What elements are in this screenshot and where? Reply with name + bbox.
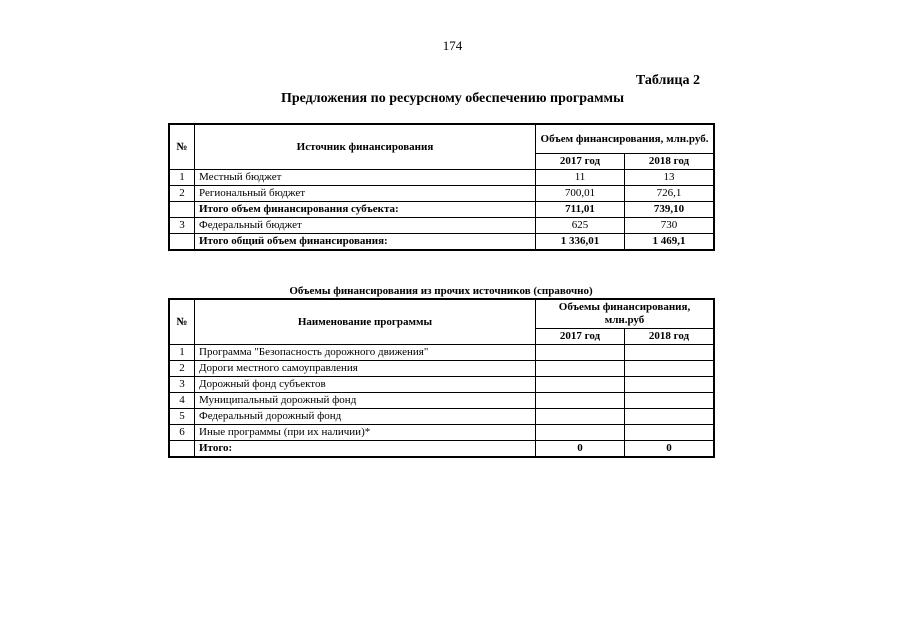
row-value-2017 — [536, 409, 625, 425]
row-value-2017 — [536, 377, 625, 393]
other-sources-title: Объемы финансирования из прочих источников (справочно) — [289, 285, 593, 297]
row-value-2018 — [625, 393, 715, 409]
row-name: Федеральный дорожный фонд — [195, 409, 536, 425]
row-name: Муниципальный дорожный фонд — [195, 393, 536, 409]
row-name: Дороги местного самоуправления — [195, 361, 536, 377]
row-num — [169, 234, 195, 251]
table-header-row — [169, 124, 714, 154]
table-header-row — [169, 299, 714, 329]
row-num: 3 — [169, 377, 195, 393]
header-program: Наименование программы — [195, 299, 536, 345]
row-num: 6 — [169, 425, 195, 441]
row-value-2018: 730 — [625, 218, 715, 234]
row-num: 5 — [169, 409, 195, 425]
table-row — [169, 361, 714, 377]
header-num: № — [169, 124, 195, 170]
row-name: Итого общий объем финансирования: — [195, 234, 536, 251]
table-row — [169, 345, 714, 361]
row-value-2018 — [625, 425, 715, 441]
row-num: 2 — [169, 361, 195, 377]
header-year-2017: 2017 год — [536, 329, 625, 345]
row-value-2017 — [536, 393, 625, 409]
row-value-2017: 700,01 — [536, 186, 625, 202]
funding-table — [168, 123, 715, 251]
row-name: Итого объем финансирования субъекта: — [195, 202, 536, 218]
table-total-row — [169, 441, 714, 458]
row-value-2017 — [536, 345, 625, 361]
row-value-2018: 1 469,1 — [625, 234, 715, 251]
row-name: Программа "Безопасность дорожного движения" — [195, 345, 536, 361]
table-row — [169, 425, 714, 441]
table-total-row — [169, 234, 714, 251]
header-year-2017: 2017 год — [536, 154, 625, 170]
header-volume: Объемы финансирования, млн.руб — [536, 299, 715, 329]
row-name: Итого: — [195, 441, 536, 458]
table-row — [169, 218, 714, 234]
table-row — [169, 186, 714, 202]
row-name: Дорожный фонд субъектов — [195, 377, 536, 393]
row-value-2017: 0 — [536, 441, 625, 458]
row-value-2018: 726,1 — [625, 186, 715, 202]
header-volume: Объем финансирования, млн.руб. — [536, 124, 715, 154]
other-sources-table — [168, 298, 715, 458]
page-number: 174 — [442, 38, 463, 53]
row-value-2018: 739,10 — [625, 202, 715, 218]
row-value-2018 — [625, 409, 715, 425]
table-total-row — [169, 202, 714, 218]
row-value-2017: 711,01 — [536, 202, 625, 218]
row-name: Федеральный бюджет — [195, 218, 536, 234]
row-value-2017: 11 — [536, 170, 625, 186]
row-value-2017: 1 336,01 — [536, 234, 625, 251]
header-year-2018: 2018 год — [625, 154, 715, 170]
row-name: Региональный бюджет — [195, 186, 536, 202]
row-num — [169, 202, 195, 218]
document-title: Предложения по ресурсному обеспечению программы — [280, 91, 625, 106]
table-row — [169, 409, 714, 425]
row-num: 3 — [169, 218, 195, 234]
row-value-2018: 0 — [625, 441, 715, 458]
row-value-2018 — [625, 361, 715, 377]
header-year-2018: 2018 год — [625, 329, 715, 345]
header-source: Источник финансирования — [195, 124, 536, 170]
table-row — [169, 393, 714, 409]
row-num: 2 — [169, 186, 195, 202]
row-name: Местный бюджет — [195, 170, 536, 186]
row-num: 1 — [169, 345, 195, 361]
table-label: Таблица 2 — [635, 73, 700, 88]
row-num: 4 — [169, 393, 195, 409]
row-num — [169, 441, 195, 458]
row-value-2018 — [625, 377, 715, 393]
row-name: Иные программы (при их наличии)* — [195, 425, 536, 441]
table-row — [169, 170, 714, 186]
header-num: № — [169, 299, 195, 345]
row-value-2017: 625 — [536, 218, 625, 234]
row-value-2018 — [625, 345, 715, 361]
table-row — [169, 377, 714, 393]
row-value-2018: 13 — [625, 170, 715, 186]
row-num: 1 — [169, 170, 195, 186]
row-value-2017 — [536, 425, 625, 441]
row-value-2017 — [536, 361, 625, 377]
